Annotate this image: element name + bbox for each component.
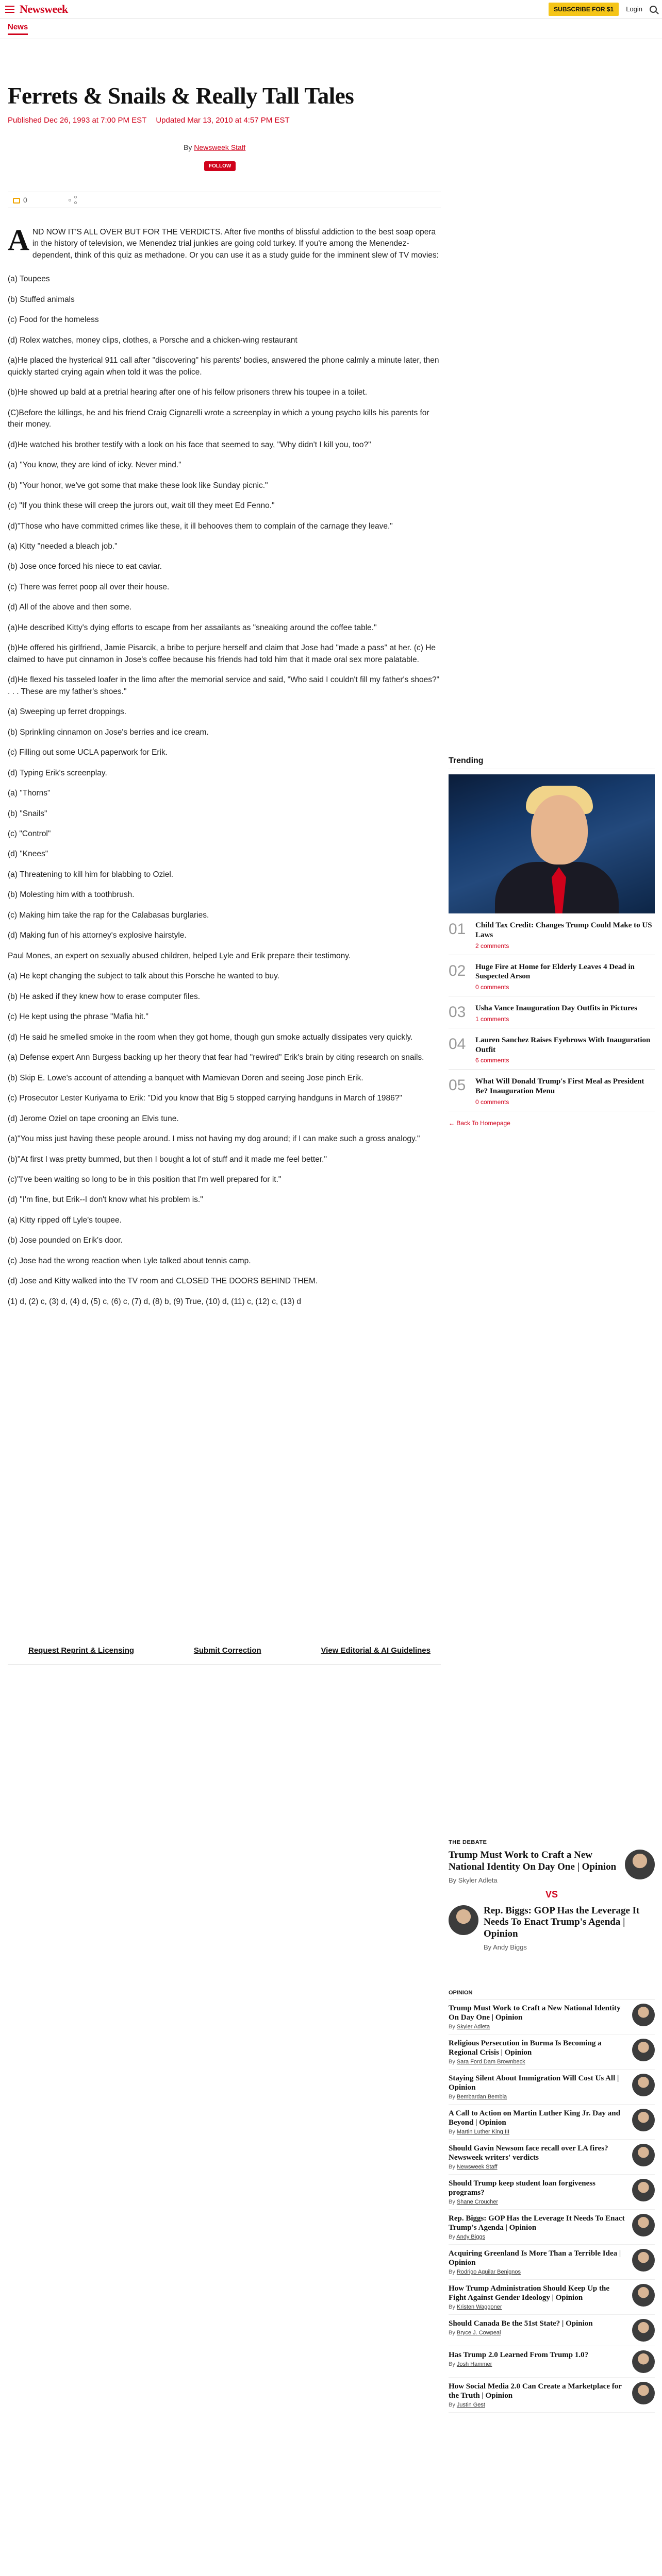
debate-section [449, 1839, 655, 1951]
comment-count: 0 [23, 196, 27, 204]
article-paragraph: (d) Jerome Oziel on tape crooning an Elvis tune. [8, 1114, 179, 1123]
opinion-author-name[interactable]: Bryce J. Cowpeal [456, 2330, 501, 2336]
avatar [632, 2144, 655, 2166]
article-paragraph: (a) Kitty ripped off Lyle's toupee. [8, 1215, 122, 1225]
opinion-author-prefix: By [449, 2059, 455, 2065]
opinion-author-prefix: By [449, 2402, 455, 2408]
article-paragraph: (c) Food for the homeless [8, 315, 99, 325]
opinion-author [449, 2330, 593, 2336]
back-to-homepage-link[interactable]: ← Back To Homepage [449, 1119, 510, 1127]
article-paragraph: (b) Jose once forced his niece to eat caviar. [8, 562, 162, 571]
article-paragraph: (b) He asked if they knew how to erase computer files. [8, 992, 201, 1001]
avatar [632, 2319, 655, 2342]
hamburger-menu-icon[interactable] [5, 6, 14, 13]
correction-link[interactable]: Submit Correction [193, 1646, 261, 1655]
opinion-author [449, 2304, 627, 2310]
article-paragraph: (a) Threatening to kill him for blabbing to Oziel. [8, 870, 174, 879]
opinion-author [449, 2024, 627, 2030]
opinion-headline[interactable]: Religious Persecution in Burma Is Becoming a Regional Crisis | Opinion [449, 2039, 602, 2057]
share-icon[interactable] [69, 196, 77, 204]
debate-second[interactable] [449, 1905, 655, 1951]
top-navigation [0, 0, 662, 19]
article-paragraph: (b) "Your honor, we've got some that make these look like Sunday picnic." [8, 481, 268, 490]
article-paragraph: (a)He described Kitty's dying efforts to escape from her assailants as "sneaking around the coffee table." [8, 623, 377, 632]
opinion-author [449, 2402, 627, 2408]
opinion-headline[interactable]: How Social Media 2.0 Can Create a Marketplace for the Truth | Opinion [449, 2382, 622, 2400]
published-date: Published Dec 26, 1993 at 7:00 PM EST [8, 116, 147, 125]
opinion-author-name[interactable]: Sara Ford Dam Brownbeck [456, 2059, 525, 2065]
trending-list [449, 913, 655, 1111]
drop-cap: A [8, 223, 29, 257]
opinion-author [449, 2361, 588, 2367]
opinion-headline[interactable]: Should Gavin Newsom face recall over LA fires? Newsweek writers' verdicts [449, 2144, 608, 2162]
article-paragraph: (a) "You know, they are kind of icky. Never mind." [8, 461, 181, 470]
avatar [632, 2109, 655, 2131]
opinion-author-name[interactable]: Newsweek Staff [456, 2164, 498, 2170]
opinion-headline[interactable]: Staying Silent About Immigration Will Cost Us All | Opinion [449, 2074, 619, 2092]
trending-item[interactable] [449, 1070, 655, 1111]
article-paragraph: (c) Jose had the wrong reaction when Lyle talked about tennis camp. [8, 1256, 251, 1265]
article-paragraph: Paul Mones, an expert on sexually abused children, helped Lyle and Erik prepare their testimony. [8, 951, 351, 960]
opinion-item[interactable] [449, 2070, 655, 2105]
opinion-author-prefix: By [449, 2269, 455, 2275]
opinion-author-prefix: By [449, 2330, 455, 2336]
trending-comments[interactable]: 6 comments [475, 1057, 509, 1064]
trending-item[interactable] [449, 1028, 655, 1070]
opinion-author [449, 2269, 627, 2275]
share-bar [8, 192, 441, 208]
article-headline: Ferrets & Snails & Really Tall Tales [8, 83, 354, 109]
subscribe-button[interactable]: SUBSCRIBE FOR $1 [549, 3, 619, 16]
article-paragraph: (d)He watched his brother testify with a look on his face that seemed to say, "Why didn't I kill you, too?" [8, 440, 371, 449]
article-footer-links [28, 1646, 431, 1655]
opinion-headline[interactable]: Should Canada Be the 51st State? | Opinion [449, 2319, 593, 2328]
opinion-item[interactable] [449, 2245, 655, 2280]
opinion-author [449, 2094, 627, 2100]
avatar [632, 2074, 655, 2096]
comment-icon [13, 198, 20, 204]
article-paragraph: (b) Sprinkling cinnamon on Jose's berries and ice cream. [8, 727, 209, 737]
opinion-item[interactable] [449, 2280, 655, 2315]
section-nav [0, 19, 662, 39]
avatar [632, 2382, 655, 2404]
article-paragraph: (b) Molesting him with a toothbrush. [8, 890, 135, 900]
opinion-author-name[interactable]: Shane Croucher [456, 2199, 499, 2205]
article-paragraph: (b) Skip E. Lowe's account of attending a banquet with Mamievan Doren and seeing Jose pinch Erik. [8, 1073, 363, 1082]
article-paragraph: (b)"At first I was pretty bummed, but then I bought a lot of stuff and it made me feel better." [8, 1155, 327, 1164]
debate-label: THE DEBATE [449, 1839, 487, 1845]
divider [8, 1664, 441, 1665]
article-paragraph: (d) Jose and Kitty walked into the TV room and CLOSED THE DOORS BEHIND THEM. [8, 1277, 318, 1286]
article-paragraph: (d)"Those who have committed crimes like these, it ill behooves them to complain of the carnage they leave." [8, 521, 393, 531]
article-paragraph: (d) "Knees" [8, 850, 48, 859]
avatar [632, 2214, 655, 2236]
opinion-author-name[interactable]: Rodrigo Aguilar Benignos [456, 2269, 521, 2275]
article-paragraph: (d) Typing Erik's screenplay. [8, 768, 107, 777]
guidelines-link[interactable]: View Editorial & AI Guidelines [321, 1646, 431, 1655]
opinion-author-name[interactable]: Kristen Waggoner [456, 2304, 502, 2310]
opinion-author-name[interactable]: Josh Hammer [456, 2361, 492, 2367]
opinion-author-name[interactable]: Justin Gest [456, 2402, 485, 2408]
opinion-author [449, 2199, 627, 2205]
opinion-item[interactable] [449, 2210, 655, 2245]
article-paragraph: (c) Making him take the rap for the Calabasas burglaries. [8, 910, 209, 920]
debate-second-author: By Andy Biggs [484, 1943, 527, 1951]
trending-item[interactable] [449, 955, 655, 997]
opinion-author-name[interactable]: Andy Biggs [456, 2234, 485, 2240]
article-paragraph: (c) Prosecutor Lester Kuriyama to Erik: "Did you know that Big 5 stopped carrying handguns in March of 1986?" [8, 1094, 402, 1103]
opinion-headline[interactable]: A Call to Action on Martin Luther King Jr. Day and Beyond | Opinion [449, 2109, 620, 2127]
avatar [632, 2284, 655, 2307]
article-paragraph: (c) "If you think these will creep the jurors out, wait till they meet Ed Fenno." [8, 501, 275, 511]
trending-rank: 01 [449, 921, 466, 938]
article-dates [8, 116, 290, 125]
debate-first-title[interactable]: Trump Must Work to Craft a New National Identity On Day One | Opinion [449, 1850, 617, 1872]
debate-first-author: By Skyler Adleta [449, 1876, 498, 1884]
reprint-link[interactable]: Request Reprint & Licensing [28, 1646, 135, 1655]
opinion-author-prefix: By [449, 2024, 455, 2030]
trending-photo[interactable] [449, 774, 655, 913]
updated-date: Updated Mar 13, 2010 at 4:57 PM EST [156, 116, 290, 125]
opinion-item[interactable] [449, 2035, 655, 2070]
opinion-item[interactable] [449, 2140, 655, 2175]
avatar [625, 1850, 655, 1879]
article-paragraph: (a) He kept changing the subject to talk about this Porsche he wanted to buy. [8, 972, 280, 981]
trending-rank: 04 [449, 1035, 466, 1053]
opinion-author-prefix: By [449, 2199, 455, 2205]
article-paragraph: (c) He kept using the phrase "Mafia hit." [8, 1012, 148, 1022]
trending-comments[interactable]: 0 comments [475, 1098, 509, 1106]
section-link-news[interactable]: News [8, 23, 28, 35]
avatar [632, 2039, 655, 2061]
trending-item[interactable] [449, 996, 655, 1028]
article-paragraph: (a) "Thorns" [8, 789, 51, 798]
article-paragraph: (d) All of the above and then some. [8, 603, 132, 612]
article-paragraph: (a)He placed the hysterical 911 call after "discovering" his parents' bodies, answered the phone calmly a minute later, then quickly started crying again when told it was the police. [8, 356, 439, 377]
byline-prefix: By [184, 143, 192, 151]
article-paragraph: (a) Sweeping up ferret droppings. [8, 707, 127, 717]
article-paragraph: (a) Toupees [8, 275, 50, 284]
trending-headline[interactable]: What Will Donald Trump's First Meal as President Be? Inauguration Menu [475, 1077, 644, 1095]
comments-button[interactable] [13, 196, 27, 204]
opinion-headline[interactable]: Should Trump keep student loan forgiveness programs? [449, 2179, 595, 2197]
opinion-author [449, 2164, 627, 2170]
opinion-item[interactable] [449, 2315, 655, 2346]
opinion-item[interactable] [449, 2175, 655, 2210]
article-paragraph: (d) He said he smelled smoke in the room when they got home, though gun smoke actually dissipates very quickly. [8, 1032, 413, 1042]
opinion-author-prefix: By [449, 2234, 455, 2240]
opinion-author-name[interactable]: Bembardan Bembia [456, 2094, 507, 2100]
article-paragraph: (d)He flexed his tasseled loafer in the limo after the memorial service and said, "Who said I couldn't fill my father's shoes?" . . . These are my father's shoes." [8, 675, 440, 696]
versus-label: VS [545, 1889, 558, 1900]
trending-title: Trending [449, 756, 655, 769]
article-paragraph: (a) Kitty "needed a bleach job." [8, 541, 118, 551]
trending-comments[interactable]: 1 comments [475, 1015, 509, 1023]
trending-comments[interactable]: 2 comments [475, 942, 509, 950]
article-lead-paragraph: ND NOW IT'S ALL OVER BUT FOR THE VERDICTS. After five months of blissful addiction to the best soap opera in the history of television, we Menendez trial junkies are going cold turkey. If you're among the Menendez-dependent, think of this quiz as methadone. Or you can use it as a study guide for the imminent slew of TV movies: [32, 228, 439, 260]
article-paragraph: (d) Making fun of his attorney's explosive hairstyle. [8, 931, 187, 940]
article-paragraph: (c) There was ferret poop all over their house. [8, 582, 170, 591]
article-paragraph: (b)He offered his girlfriend, Jamie Pisarcik, a bribe to perjure herself and claim that Jose had "made a pass" at her. (c) He claimed to have put cinnamon in Jose's coffee because his friends had told him that it made oral sex more palatable. [8, 643, 436, 664]
opinion-headline[interactable]: How Trump Administration Should Keep Up the Fight Against Gender Ideology | Opinion [449, 2284, 610, 2302]
opinion-author-prefix: By [449, 2361, 455, 2367]
article-paragraph: (c)"I've been waiting so long to be in this position that I'm well prepared for it." [8, 1175, 282, 1184]
article-paragraph: (1) d, (2) c, (3) d, (4) d, (5) c, (6) c, (7) d, (8) b, (9) True, (10) d, (11) c, (12) c, (13) d [8, 1297, 302, 1306]
trending-headline[interactable]: Lauren Sanchez Raises Eyebrows With Inauguration Outfit [475, 1036, 651, 1054]
opinion-author-prefix: By [449, 2164, 455, 2170]
article-paragraph: (c) "Control" [8, 829, 51, 838]
trending-sidebar [449, 756, 655, 1127]
opinion-section [449, 1990, 655, 2413]
opinion-item[interactable] [449, 2378, 655, 2413]
article-paragraph: (C)Before the killings, he and his friend Craig Cignarelli wrote a screenplay in which a young psycho kills his parents for their money. [8, 408, 429, 429]
trending-headline[interactable]: Huge Fire at Home for Elderly Leaves 4 Dead in Suspected Arson [475, 962, 635, 981]
trending-rank: 02 [449, 962, 466, 979]
article-paragraph: (a)"You miss just having these people around. I miss not having my dog around; if I can make such a gross analogy." [8, 1134, 420, 1144]
avatar [632, 2249, 655, 2272]
opinion-author-prefix: By [449, 2304, 455, 2310]
opinion-list [449, 1999, 655, 2413]
author-link[interactable]: Newsweek Staff [194, 143, 246, 151]
login-link[interactable]: Login [626, 5, 642, 13]
avatar [632, 2350, 655, 2373]
opinion-author-prefix: By [449, 2094, 455, 2100]
debate-first[interactable] [449, 1850, 655, 1884]
avatar [449, 1905, 478, 1935]
opinion-author-name[interactable]: Martin Luther King III [456, 2129, 510, 2135]
opinion-item[interactable] [449, 2346, 655, 2378]
site-logo[interactable]: Newsweek [20, 2, 68, 15]
opinion-item[interactable] [449, 2105, 655, 2140]
article-paragraph: (d) "I'm fine, but Erik--I don't know what his problem is." [8, 1195, 203, 1205]
search-icon[interactable] [650, 6, 657, 13]
trending-headline[interactable]: Usha Vance Inauguration Day Outfits in Pictures [475, 1004, 637, 1012]
opinion-headline[interactable]: Acquiring Greenland Is More Than a Terrible Idea | Opinion [449, 2249, 621, 2267]
opinion-headline[interactable]: Has Trump 2.0 Learned From Trump 1.0? [449, 2351, 589, 2359]
trending-rank: 03 [449, 1004, 466, 1021]
trending-headline[interactable]: Child Tax Credit: Changes Trump Could Make to US Laws [475, 921, 652, 939]
article-paragraph: (c) Filling out some UCLA paperwork for Erik. [8, 748, 168, 757]
opinion-author-name[interactable]: Skyler Adleta [456, 2024, 490, 2030]
byline [184, 143, 245, 151]
opinion-author-prefix: By [449, 2129, 455, 2135]
opinion-author [449, 2059, 627, 2065]
debate-second-title[interactable]: Rep. Biggs: GOP Has the Leverage It Needs To Enact Trump's Agenda | Opinion [484, 1905, 640, 1940]
avatar [632, 2004, 655, 2026]
article-paragraph: (a) Defense expert Ann Burgess backing up her theory that fear had "rewired" Erik's brain by citing research on snails. [8, 1053, 424, 1062]
trending-comments[interactable]: 0 comments [475, 984, 509, 991]
opinion-author [449, 2129, 627, 2135]
trending-rank: 05 [449, 1077, 466, 1094]
article-paragraph: (b) Jose pounded on Erik's door. [8, 1236, 123, 1245]
avatar [632, 2179, 655, 2201]
article-paragraph: (b)He showed up bald at a pretrial hearing after one of his fellow prisoners threw his toupee in a toilet. [8, 388, 368, 397]
article-paragraph: (b) "Snails" [8, 809, 47, 818]
trending-item[interactable] [449, 913, 655, 955]
opinion-headline[interactable]: Rep. Biggs: GOP Has the Leverage It Needs To Enact Trump's Agenda | Opinion [449, 2214, 625, 2232]
article-paragraph: (b) Stuffed animals [8, 295, 75, 304]
follow-button[interactable]: FOLLOW [204, 161, 236, 171]
opinion-author [449, 2234, 627, 2240]
article-body [8, 223, 441, 1316]
opinion-label: OPINION [449, 1990, 655, 1999]
opinion-headline[interactable]: Trump Must Work to Craft a New National Identity On Day One | Opinion [449, 2004, 621, 2022]
article-paragraph: (d) Rolex watches, money clips, clothes, a Porsche and a chicken-wing restaurant [8, 335, 297, 345]
opinion-item[interactable] [449, 1999, 655, 2035]
topbar-actions [549, 3, 657, 16]
